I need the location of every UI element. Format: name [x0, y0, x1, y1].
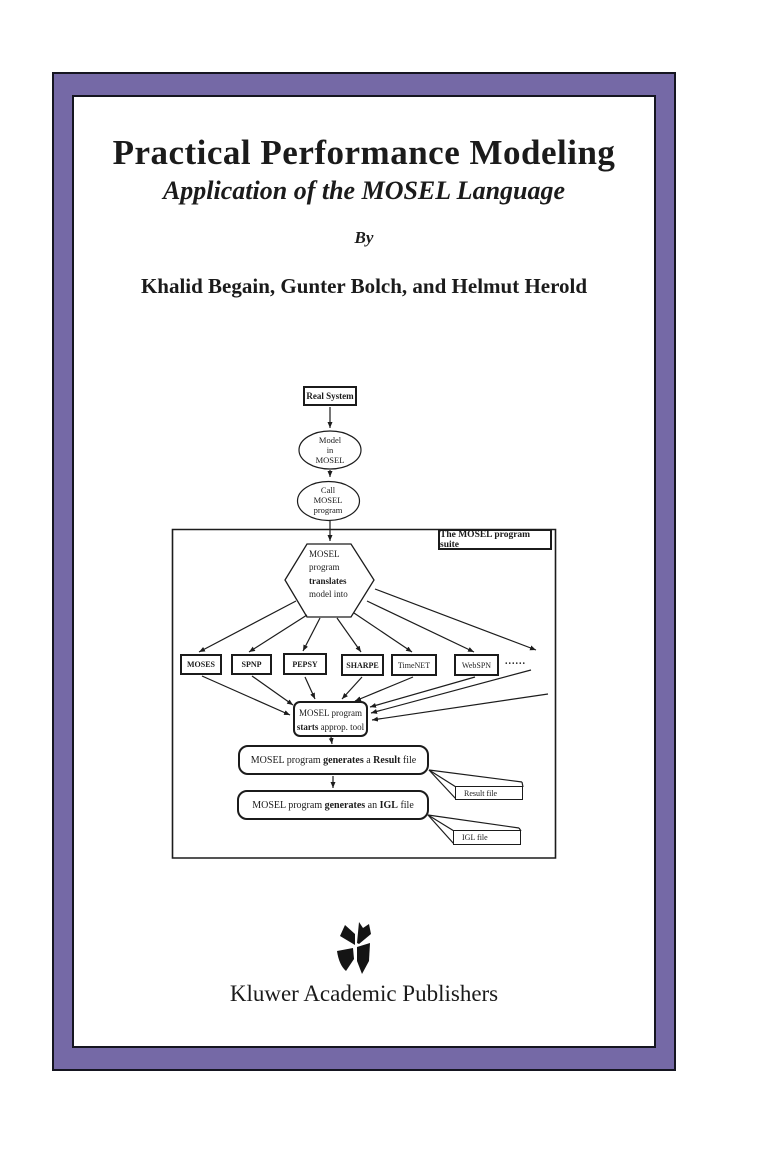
ellipse-line: MOSEL	[315, 454, 345, 465]
t: an	[365, 799, 380, 811]
ellipse-line: in	[326, 444, 334, 455]
t: file	[397, 799, 414, 811]
kluwer-logo-icon	[334, 920, 380, 976]
starts-line2	[295, 721, 366, 735]
hexagon-line: MOSEL	[309, 549, 340, 559]
generates-igl-text	[252, 800, 414, 811]
t: generates	[323, 754, 364, 766]
starts-bold: starts	[296, 721, 319, 732]
hexagon-node	[309, 548, 371, 602]
book-title: Practical Performance Modeling	[112, 133, 616, 172]
generates-result-node	[238, 745, 429, 775]
hexagon-line: program	[309, 562, 340, 573]
starts-rest: approp. tool	[318, 721, 365, 732]
starts-line1: MOSEL program	[299, 708, 362, 718]
ellipse-line: program	[313, 504, 343, 515]
authors-line: Khalid Begain, Gunter Bolch, and Helmut Herold	[140, 274, 588, 298]
generates-result-text	[251, 755, 416, 766]
ellipse-line: Model	[318, 435, 342, 445]
tool-node-moses: MOSES	[180, 654, 222, 675]
tool-node-webspn: WebSPN	[454, 654, 499, 676]
hexagon-line: model into	[309, 589, 348, 600]
t: Result	[373, 754, 401, 766]
suite-title-box: The MOSEL program suite	[438, 529, 552, 550]
ellipse-line: MOSEL	[313, 494, 343, 505]
by-label: By	[354, 228, 374, 247]
generates-igl-node	[237, 790, 429, 820]
t: MOSEL program	[250, 754, 324, 766]
model-in-mosel-node	[299, 436, 361, 465]
starts-tool-node	[293, 701, 368, 737]
tool-node-pepsy: PEPSY	[283, 653, 327, 675]
t: a	[363, 754, 374, 766]
book-subtitle: Application of the MOSEL Language	[162, 176, 566, 205]
real-system-node: Real System	[303, 386, 357, 406]
publisher-name: Kluwer Academic Publishers	[229, 981, 499, 1006]
call-mosel-program-node	[297, 486, 359, 515]
tool-node-timenet: TimeNET	[391, 654, 437, 676]
hexagon-line: translates	[309, 575, 347, 586]
t: IGL	[379, 799, 398, 811]
more-tools-ellipsis: ......	[505, 656, 526, 667]
tool-node-spnp: SPNP	[231, 654, 272, 675]
ellipse-line: Call	[320, 485, 336, 495]
t: generates	[324, 799, 366, 811]
t: file	[400, 754, 417, 766]
tool-node-sharpe: SHARPE	[341, 654, 384, 676]
t: MOSEL program	[252, 799, 325, 811]
result-file-node: Result file	[455, 786, 523, 800]
igl-file-node: IGL file	[453, 830, 521, 845]
